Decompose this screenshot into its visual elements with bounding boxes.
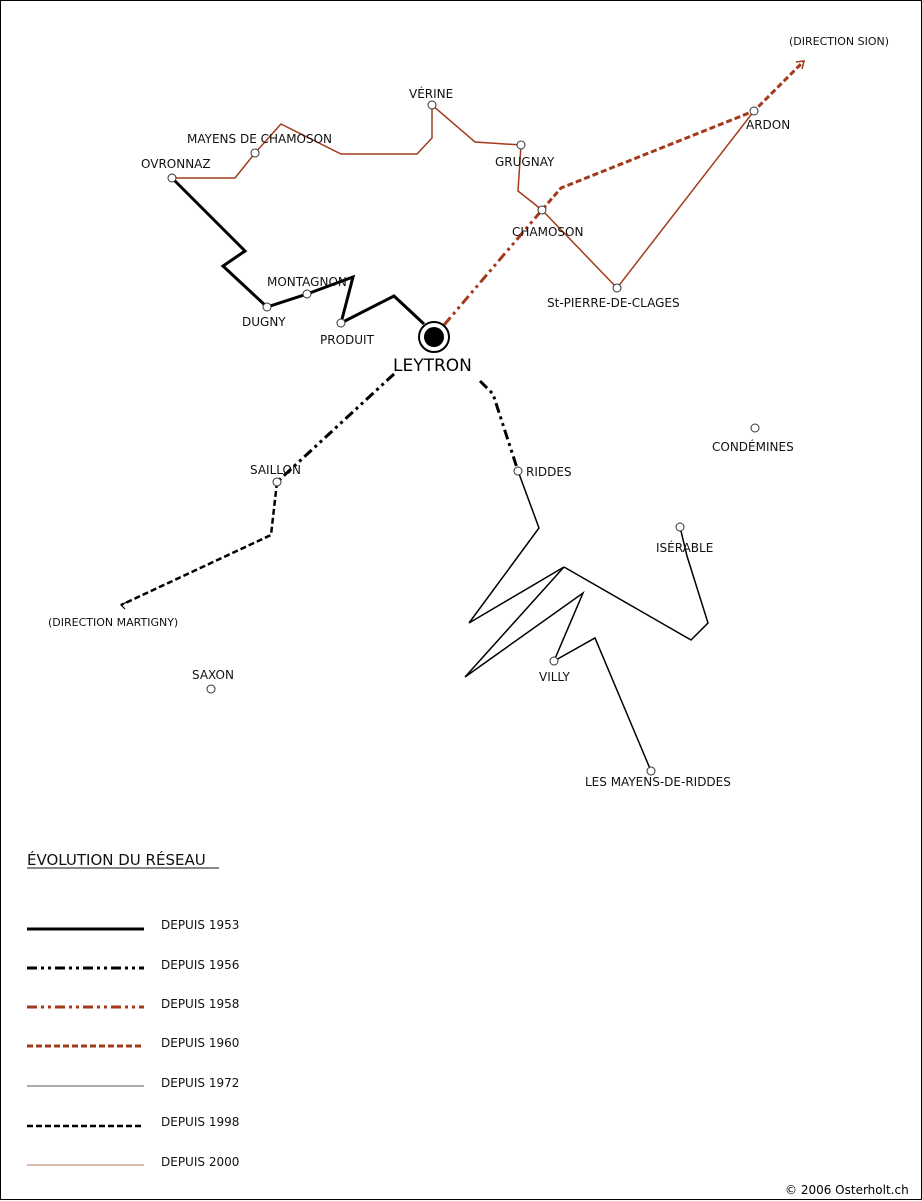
route-1956-riddes [480, 381, 518, 471]
legend-label-1953: DEPUIS 1953 [161, 918, 240, 932]
label-mayens-riddes: LES MAYENS-DE-RIDDES [585, 775, 731, 789]
stop-montagnon-marker [303, 290, 311, 298]
label-chamoson: CHAMOSON [512, 225, 584, 239]
stop-saillon-marker [273, 478, 281, 486]
legend-title: ÉVOLUTION DU RÉSEAU [27, 851, 206, 869]
label-ovronnaz: OVRONNAZ [141, 157, 211, 171]
stop-condemines-marker [751, 424, 759, 432]
label-saxon: SAXON [192, 668, 234, 682]
label-grugnay: GRUGNAY [495, 155, 555, 169]
stop-grugnay-marker [517, 141, 525, 149]
route-2000-st-pierre [542, 111, 754, 288]
label-riddes: RIDDES [526, 465, 572, 479]
legend-label-1960: DEPUIS 1960 [161, 1036, 240, 1050]
label-mayens-chamoson: MAYENS DE CHAMOSON [187, 132, 333, 146]
legend-label-1956: DEPUIS 1956 [161, 958, 240, 972]
label-saillon: SAILLON [250, 463, 301, 477]
route-1998-martigny [121, 482, 277, 605]
legend-label-1958: DEPUIS 1958 [161, 997, 240, 1011]
label-direction-martigny: (DIRECTION MARTIGNY) [48, 616, 179, 629]
label-iserable: ISÉRABLE [656, 541, 714, 555]
stop-produit-marker [337, 319, 345, 327]
label-montagnon: MONTAGNON [267, 275, 347, 289]
legend [27, 850, 239, 1169]
route-1960-sion [542, 61, 804, 210]
credit: © 2006 Osterholt.ch [785, 1183, 909, 1197]
stop-verine-marker [428, 101, 436, 109]
route-2000-mayens-chamoson [172, 105, 542, 210]
label-villy: VILLY [539, 670, 570, 684]
stop-mayens-riddes-marker [647, 767, 655, 775]
stop-villy-marker [550, 657, 558, 665]
stop-riddes-marker [514, 467, 522, 475]
label-hub: LEYTRON [393, 356, 472, 376]
map-canvas [1, 1, 922, 1201]
stop-mayens-chamoson-marker [251, 149, 259, 157]
legend-label-1972: DEPUIS 1972 [161, 1076, 240, 1090]
label-ardon: ARDON [746, 118, 791, 132]
label-condemines: CONDÉMINES [712, 440, 794, 454]
label-dugny: DUGNY [242, 315, 286, 329]
route-1972-mountain [465, 471, 651, 771]
label-direction-sion: (DIRECTION SION) [789, 35, 890, 48]
stop-chamoson-marker [538, 206, 546, 214]
stop-saxon-marker [207, 685, 215, 693]
stop-ardon-marker [750, 107, 758, 115]
route-1953-ovronnaz [172, 178, 424, 324]
label-st-pierre: St-PIERRE-DE-CLAGES [547, 296, 680, 310]
arrow-martigny-icon [121, 602, 127, 609]
label-produit: PRODUIT [320, 333, 374, 347]
hub-leytron-marker [419, 322, 449, 352]
label-verine: VÉRINE [409, 87, 454, 101]
stop-dugny-marker [263, 303, 271, 311]
stop-st-pierre-marker [613, 284, 621, 292]
stop-ovronnaz-marker [168, 174, 176, 182]
stop-iserable-marker [676, 523, 684, 531]
legend-label-1998: DEPUIS 1998 [161, 1115, 240, 1129]
legend-label-2000: DEPUIS 2000 [161, 1155, 240, 1169]
